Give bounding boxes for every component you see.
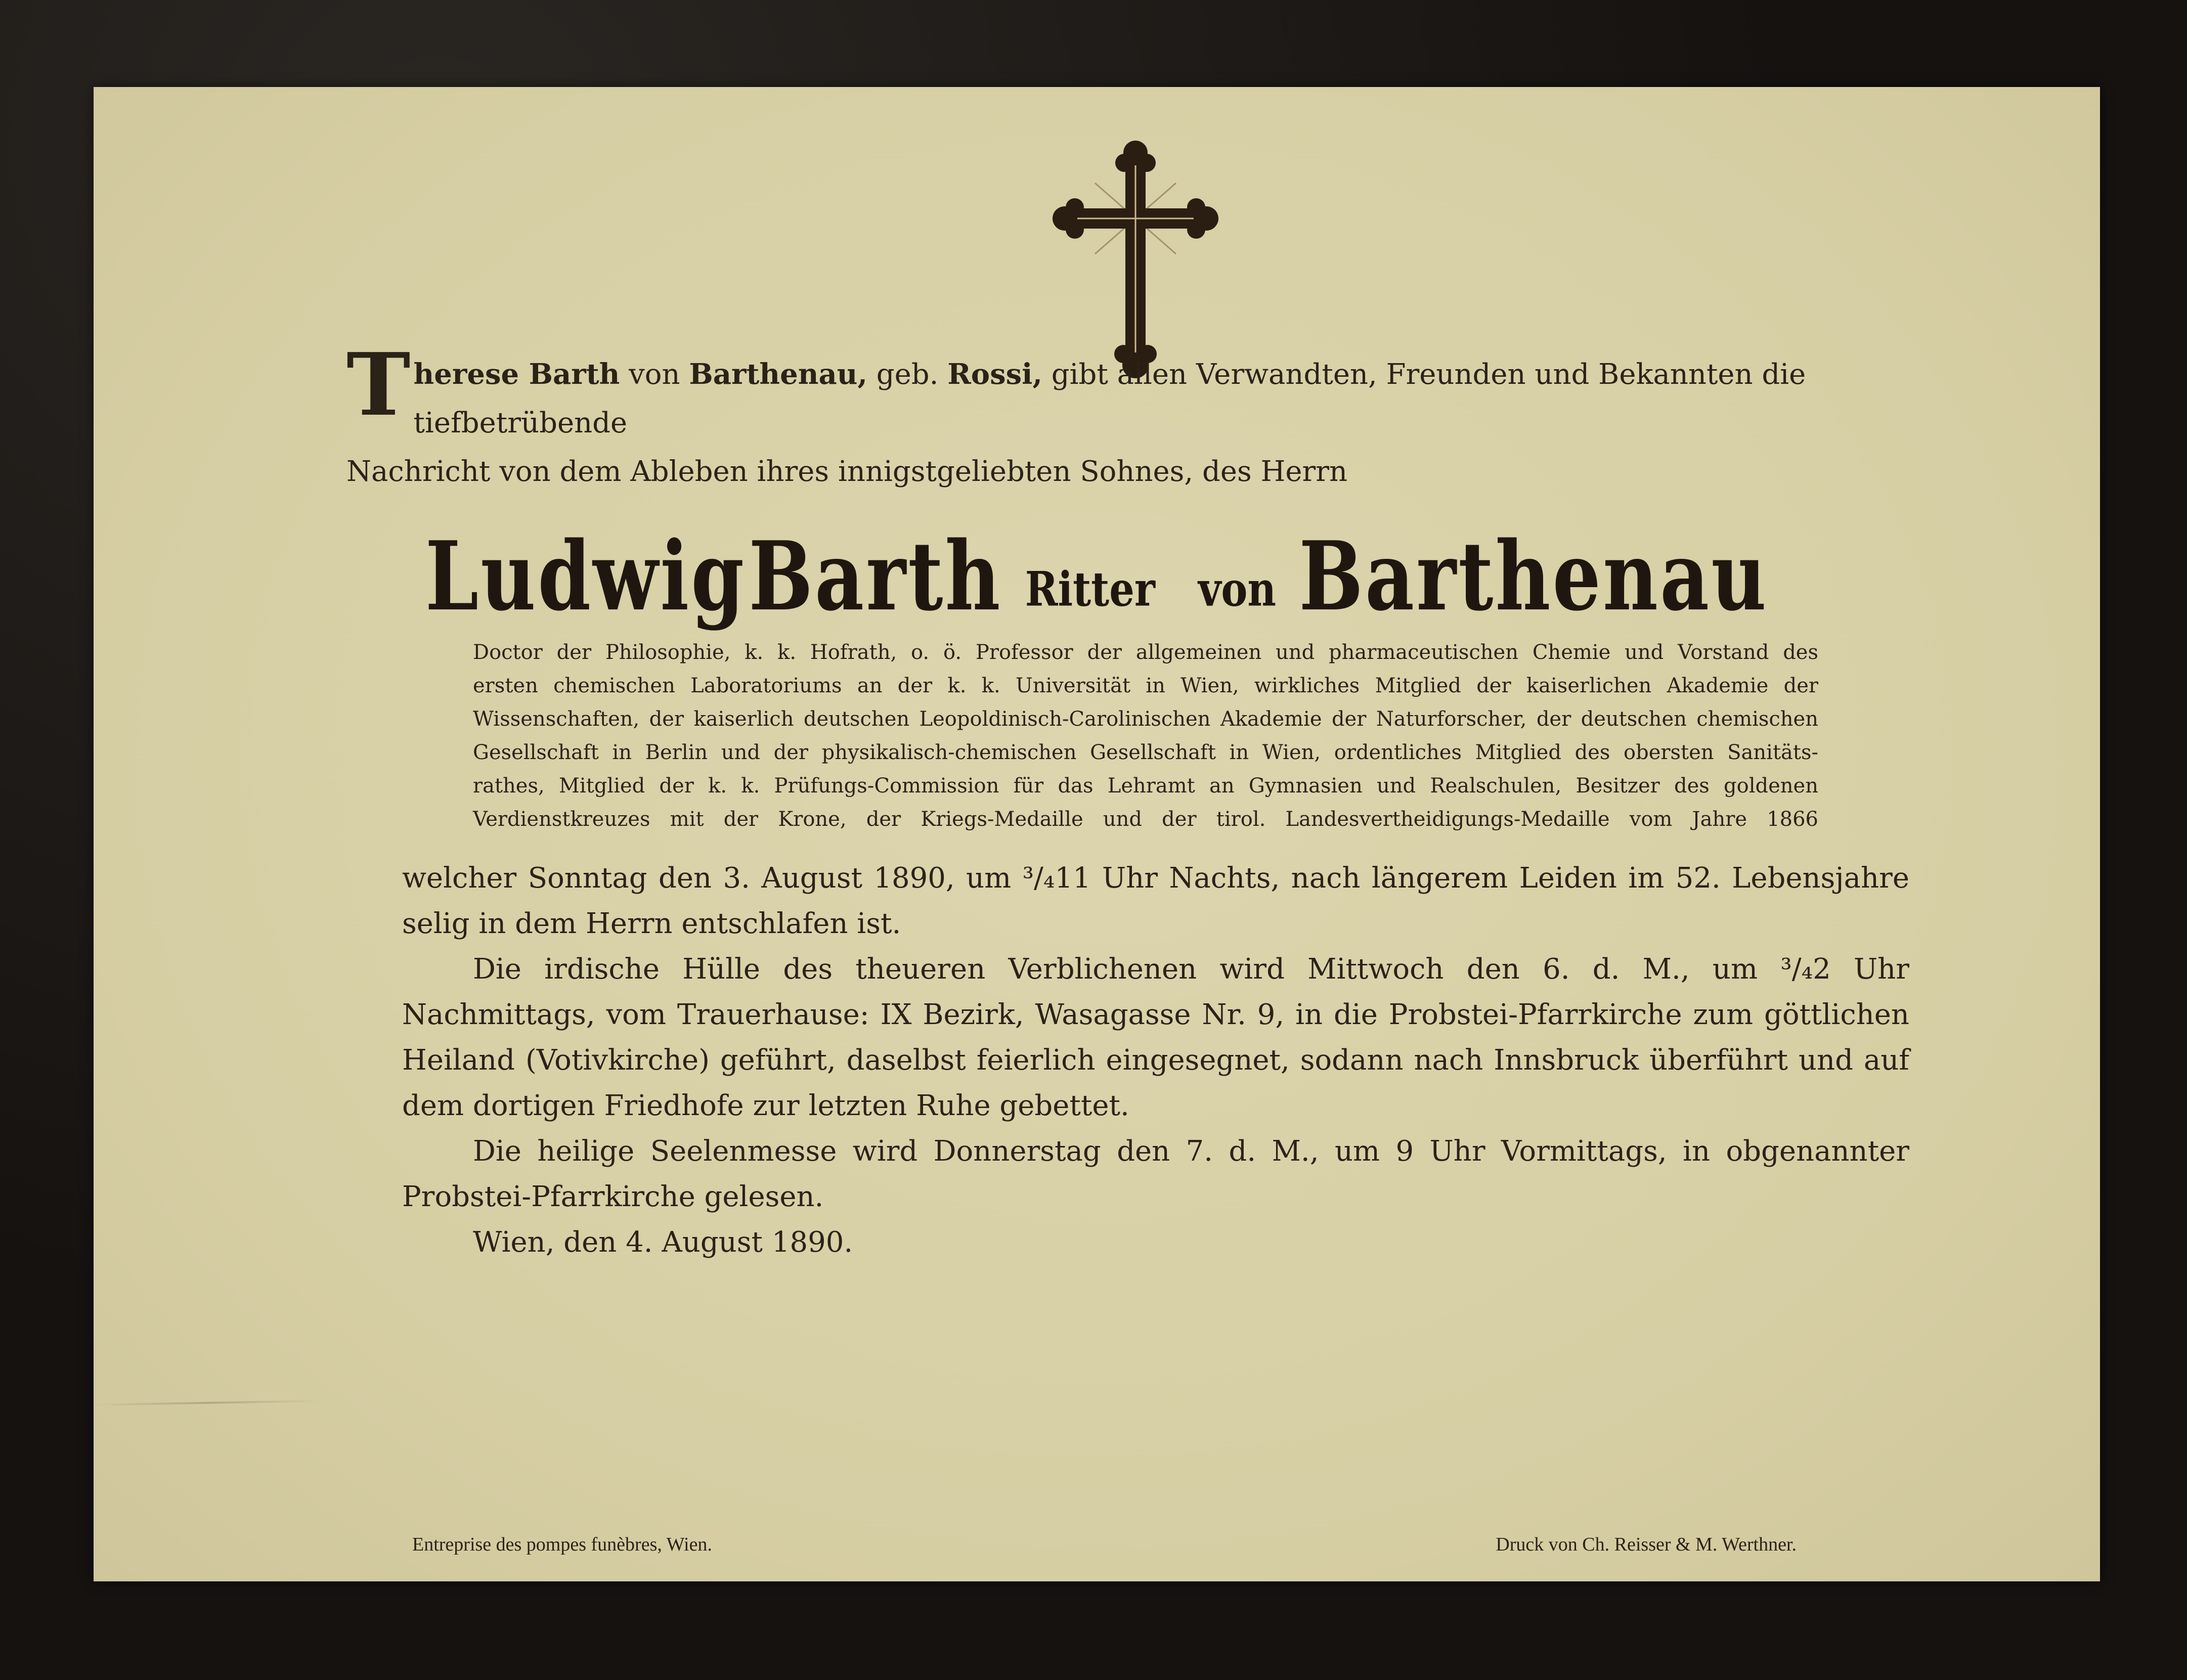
place-date-line: Wien, den 4. August 1890.: [473, 1226, 853, 1259]
mass-paragraph: Die heilige Seelenmesse wird Donnerstag den 7. d. M., um 9 Uhr Vormittags, in obgenannter Probstei-Pfarrkirche gelesen.: [402, 1135, 1909, 1213]
death-paragraph: welcher Sonntag den 3. August 1890, um ³/₄11 Uhr Nachts, nach längerem Leiden im 52. Lebensjahre selig in dem Herrn entschlafen ist.: [402, 862, 1909, 940]
printer-imprint: Druck von Ch. Reisser & M. Werthner.: [1496, 1534, 1797, 1555]
born-abbrev: geb.: [876, 358, 939, 391]
intro-line-1: [346, 350, 1965, 448]
ritter-title: Ritter: [1025, 561, 1155, 617]
von-word: von: [629, 358, 680, 391]
funeral-paragraph: Die irdische Hülle des theueren Verblichenen wird Mittwoch den 6. d. M., um ³/₄2 Uhr Nachmittags, vom Trauerhause: IX Bezirk, Wasagasse Nr. 9, in die Probstei-Pfarrkirche zum göttlichen Heiland (Votivkirche) geführt, daselbst feierlich eingesegnet, sodann nach Innsbruck überführt und auf dem dortigen Friedhofe zur letzten Ruhe gebettet.: [402, 953, 1909, 1122]
intro-line-1-rest: gibt allen Verwandten, Freunden und Bekannten die tiefbetrübende: [413, 358, 1806, 439]
notice-body: [402, 856, 1909, 1265]
deceased-first-name: Ludwig: [425, 521, 747, 632]
titles-line: rathes, Mitglied der k. k. Prüfungs-Commission für das Lehramt an Gymnasien und Realschulen, Besitzer des goldenen: [473, 774, 1818, 798]
family-name: Barthenau,: [689, 358, 867, 391]
deceased-name: [94, 521, 2100, 632]
deceased-last-name: Barth: [749, 521, 1002, 632]
deceased-titles: [473, 636, 1818, 836]
titles-line: Doctor der Philosophie, k. k. Hofrath, o. ö. Professor der allgemeinen und pharmaceutischen Chemie und Vorstand des: [473, 641, 1818, 664]
titles-line: Verdienstkreuzes mit der Krone, der Kriegs-Medaille und der tirol. Landesvertheidigungs-Medaille vom Jahre 1866: [473, 808, 1818, 831]
paper-fold-crease: [94, 1400, 321, 1406]
deceased-estate-name: Barthenau: [1299, 521, 1769, 632]
titles-line: Wissenschaften, der kaiserlich deutschen Leopoldinisch-Carolinischen Akademie der Naturforscher, der deutschen chemischen: [473, 708, 1818, 731]
sender-name: herese Barth: [413, 358, 620, 391]
intro-line-2: Nachricht von dem Ableben ihres innigstgeliebten Sohnes, des Herrn: [346, 455, 1348, 488]
von-particle: von: [1198, 561, 1277, 617]
death-notice-sheet: [94, 87, 2100, 1581]
drop-capital: T: [346, 334, 411, 435]
titles-line: ersten chemischen Laboratoriums an der k. k. Universität in Wien, wirkliches Mitglied der kaiserlichen Akademie der: [473, 674, 1818, 697]
titles-line: Gesellschaft in Berlin und der physikalisch-chemischen Gesellschaft in Wien, ordentliches Mitglied des obersten Sanitäts-: [473, 741, 1818, 764]
maiden-name: Rossi,: [947, 358, 1042, 391]
intro-paragraph: [346, 334, 1965, 496]
undertaker-imprint: Entreprise des pompes funèbres, Wien.: [412, 1534, 712, 1555]
